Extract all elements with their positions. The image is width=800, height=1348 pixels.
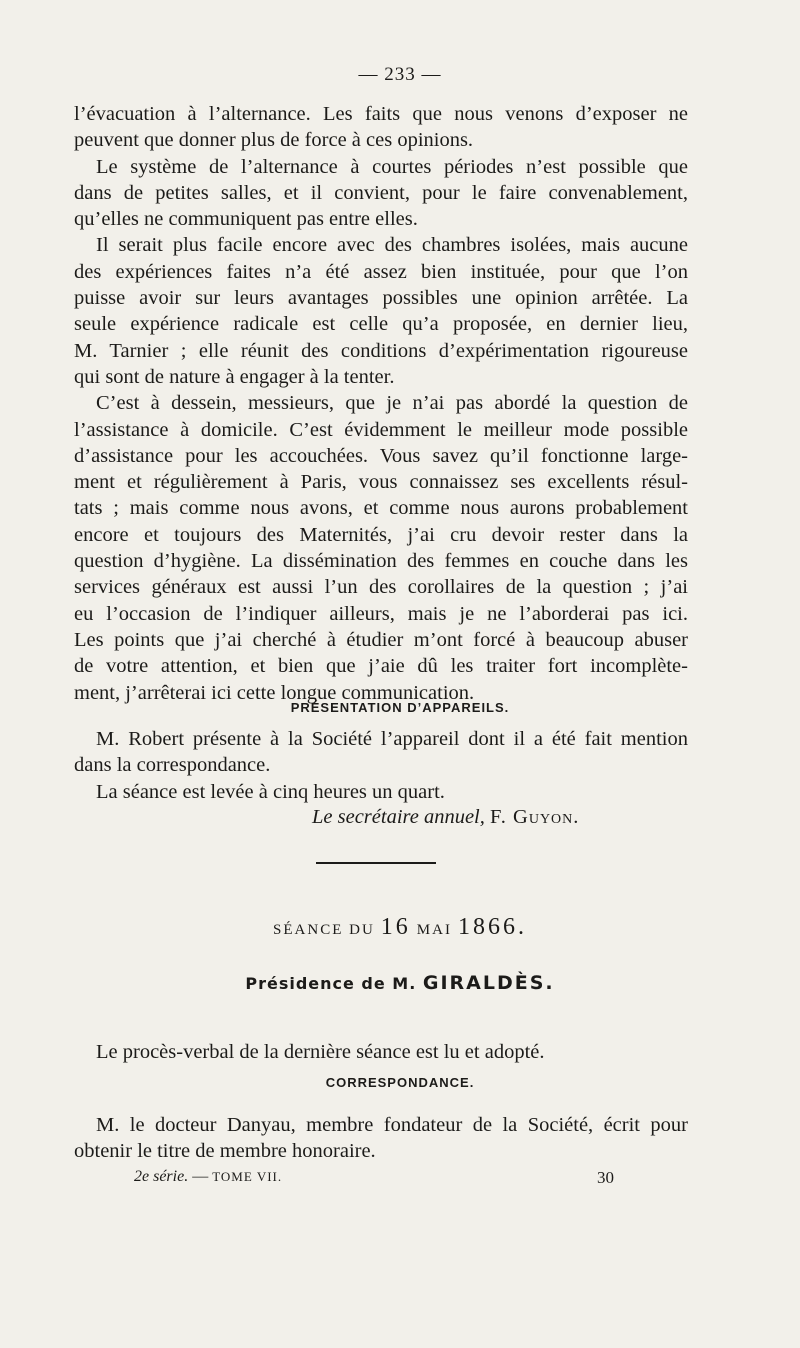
text-line: C’est à dessein, messieurs, que je n’ai pas abordé la question de [96,392,688,415]
correspondance-heading: CORRESPONDANCE. [325,1075,475,1090]
running-head: — 233 — [358,64,442,85]
presidence-prefix: Présidence de M. [245,974,417,993]
text-line: question d’hygiène. La dissémination des femmes en couche dans les [74,550,688,573]
text-line: obtenir le titre de membre honoraire. [74,1140,376,1163]
presentation-section [74,726,688,805]
body-section-1 [74,101,688,706]
text-line: des expériences faites n’a été assez bien instituée, pour que l’on [74,260,688,283]
text-line: eu l’occasion de l’indiquer ailleurs, mais je ne l’aborderai pas ici. [74,602,688,625]
text-line: Il serait plus facile encore avec des chambres isolées, mais aucune [96,234,688,257]
text-line: d’assistance pour les accouchées. Vous savez qu’il fonctionne large- [74,444,688,467]
signature-name: F. Guyon. [490,806,580,828]
footer-tome: TOME VII. [212,1169,283,1184]
text-line: l’assistance à domicile. C’est évidemment le meilleur mode possible [74,418,688,441]
text-line: M. Tarnier ; elle réunit des conditions d’expérimentation rigoureuse [74,339,688,362]
text-line: ment, j’arrêterai ici cette longue communication. [74,681,475,704]
text-line: dans la correspondance. [74,754,271,777]
text-line: Le procès-verbal de la dernière séance est lu et adopté. [96,1041,545,1063]
presidence-heading [0,972,800,994]
text-line: La séance est levée à cinq heures un quart. [96,780,445,803]
text-line: encore et toujours des Maternités, j’ai cru devoir rester dans la [74,523,688,546]
proces-verbal [74,1039,688,1065]
text-line: ment et régulièrement à Paris, vous connaissez ses excellents résul- [74,471,688,494]
text-line: seule expérience radicale est celle qu’a proposée, en dernier lieu, [74,313,688,336]
seance-month: MAI [416,922,452,938]
text-line: Les points que j’ai cherché à étudier m’ont forcé à beaucoup abuser [74,628,688,651]
seance-day: 16 [380,914,411,940]
text-line: qui sont de nature à engager à la tenter. [74,365,395,388]
text-line: Le système de l’alternance à courtes périodes n’est possible que [96,155,688,178]
text-line: dans de petites salles, et il convient, pour le faire convenablement, [74,181,688,204]
text-line: M. Robert présente à la Société l’appareil dont il a été fait mention [96,728,688,750]
text-line: peuvent que donner plus de force à ces opinions. [74,129,474,152]
presentation-heading: PRÉSENTATION D’APPAREILS. [290,700,510,715]
text-line: puisse avoir sur leurs avantages possibles une opinion arrêtée. La [74,287,688,310]
footer-dash: — [192,1168,209,1185]
correspondance-section [74,1112,688,1165]
text-line: l’évacuation à l’alternance. Les faits que nous venons d’exposer ne [74,103,688,125]
section-divider [316,862,436,864]
signature [312,806,579,829]
seance-prefix: SÉANCE DU [273,922,375,938]
text-line: services généraux est aussi l’un des corollaires de la question ; j’ai [74,576,688,599]
seance-heading [0,914,800,941]
presidence-name: GIRALDÈS. [422,972,555,994]
page-footer [134,1168,614,1186]
signature-role: Le secrétaire annuel, [312,806,485,828]
text-line: de votre attention, et bien que j’aie dû les traiter fort incomplète- [74,655,688,678]
text-line: qu’elles ne communiquent pas entre elles. [74,208,418,231]
seance-year: 1866. [457,914,527,940]
text-line: M. le docteur Danyau, membre fondateur de la Société, écrit pour [96,1114,688,1136]
footer-folio: 30 [597,1168,614,1187]
footer-series: 2e série. [134,1168,189,1185]
text-line: tats ; mais comme nous avons, et comme nous aurons probablement [74,497,688,520]
